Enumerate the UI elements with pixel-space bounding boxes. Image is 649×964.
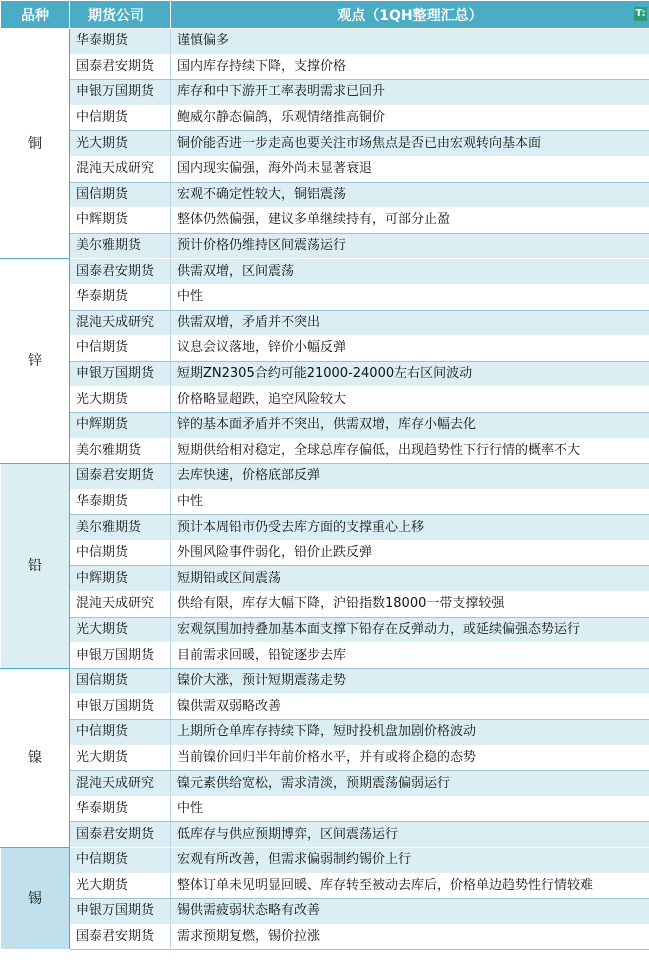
table-row (1, 617, 649, 643)
view-cell: 铜价能否进一步走高也要关注市场焦点是否已由宏观转向基本面 (171, 131, 649, 157)
table-body (1, 29, 649, 950)
table-row (1, 412, 649, 438)
company-cell: 混沌天成研究 (70, 592, 171, 618)
table-row (1, 182, 649, 208)
view-cell: 谨慎偏多 (171, 29, 649, 55)
company-cell: 中信期货 (70, 540, 171, 566)
view-cell: 宏观不确定性较大，铜铝震荡 (171, 182, 649, 208)
company-cell: 光大期货 (70, 617, 171, 643)
view-cell: 中性 (171, 284, 649, 310)
view-cell: 国内库存持续下降，支撑价格 (171, 54, 649, 80)
view-cell: 低库存与供应预期博弈，区间震荡运行 (171, 822, 649, 848)
company-cell: 光大期货 (70, 745, 171, 771)
view-cell: 短期ZN2305合约可能21000-24000左右区间波动 (171, 361, 649, 387)
view-cell: 锡供需疲弱状态略有改善 (171, 899, 649, 925)
table-row (1, 873, 649, 899)
table-row (1, 464, 649, 490)
company-cell: 华泰期货 (70, 796, 171, 822)
table-row (1, 156, 649, 182)
metal-cell: 铅 (1, 464, 70, 669)
header-view-label: 观点（1QH整理汇总） (337, 7, 483, 24)
company-cell: 混沌天成研究 (70, 156, 171, 182)
table-row (1, 438, 649, 464)
table-row (1, 489, 649, 515)
header-company: 期货公司 (70, 1, 171, 29)
table-row (1, 105, 649, 131)
table-row (1, 284, 649, 310)
view-cell: 国内现实偏强，海外尚未显著衰退 (171, 156, 649, 182)
table-row (1, 310, 649, 336)
table-row (1, 540, 649, 566)
table-row (1, 566, 649, 592)
table-row (1, 848, 649, 874)
view-cell: 镍价大涨，预计短期震荡走势 (171, 668, 649, 694)
table-row (1, 208, 649, 234)
company-cell: 国信期货 (70, 668, 171, 694)
table-row (1, 720, 649, 746)
company-cell: 混沌天成研究 (70, 771, 171, 797)
table-row (1, 771, 649, 797)
company-cell: 中信期货 (70, 720, 171, 746)
table-row (1, 796, 649, 822)
view-cell: 宏观氛围加持叠加基本面支撑下铅存在反弹动力，或延续偏强态势运行 (171, 617, 649, 643)
company-cell: 美尔雅期货 (70, 515, 171, 541)
table-row (1, 29, 649, 55)
company-cell: 申银万国期货 (70, 361, 171, 387)
view-cell: 需求预期复燃，锡价拉涨 (171, 924, 649, 950)
view-cell: 价格略显超跌，追空风险较大 (171, 387, 649, 413)
table-row (1, 694, 649, 720)
view-cell: 中性 (171, 489, 649, 515)
company-cell: 华泰期货 (70, 284, 171, 310)
view-cell: 预计价格仍维持区间震荡运行 (171, 233, 649, 259)
company-cell: 美尔雅期货 (70, 233, 171, 259)
view-cell: 宏观有所改善，但需求偏弱制约锡价上行 (171, 848, 649, 874)
company-cell: 光大期货 (70, 387, 171, 413)
company-cell: 国信期货 (70, 182, 171, 208)
company-cell: 国泰君安期货 (70, 464, 171, 490)
view-cell: 目前需求回暖，铅锭逐步去库 (171, 643, 649, 669)
metal-cell: 锡 (1, 848, 70, 950)
view-cell: 锌的基本面矛盾并不突出，供需双增，库存小幅去化 (171, 412, 649, 438)
company-cell: 华泰期货 (70, 29, 171, 55)
view-cell: 供给有限，库存大幅下降，沪铅指数18000一带支撑较强 (171, 592, 649, 618)
company-cell: 申银万国期货 (70, 643, 171, 669)
company-cell: 光大期货 (70, 873, 171, 899)
table-row (1, 54, 649, 80)
view-cell: 供需双增，矛盾并不突出 (171, 310, 649, 336)
table-row (1, 643, 649, 669)
table-row (1, 822, 649, 848)
table-row (1, 924, 649, 950)
company-cell: 中信期货 (70, 105, 171, 131)
company-cell: 中信期货 (70, 336, 171, 362)
view-cell: 去库快速，价格底部反弹 (171, 464, 649, 490)
metal-cell: 铜 (1, 29, 70, 259)
company-cell: 美尔雅期货 (70, 438, 171, 464)
table-row (1, 131, 649, 157)
view-cell: 短期供给相对稳定，全球总库存偏低，出现趋势性下行行情的概率不大 (171, 438, 649, 464)
table-row (1, 233, 649, 259)
view-cell: 鲍威尔静态偏鸽，乐观情绪推高铜价 (171, 105, 649, 131)
view-cell: 短期铅或区间震荡 (171, 566, 649, 592)
view-cell: 上期所仓单库存持续下降，短时投机盘加剧价格波动 (171, 720, 649, 746)
table-row (1, 592, 649, 618)
company-cell: 中辉期货 (70, 208, 171, 234)
view-cell: 镍供需双弱略改善 (171, 694, 649, 720)
view-cell: 库存和中下游开工率表明需求已回升 (171, 80, 649, 106)
company-cell: 华泰期货 (70, 489, 171, 515)
table-row (1, 361, 649, 387)
table-row (1, 80, 649, 106)
company-cell: 中信期货 (70, 848, 171, 874)
table-row (1, 745, 649, 771)
header-row (1, 1, 649, 29)
metal-cell: 锌 (1, 259, 70, 464)
view-cell: 预计本周铅市仍受去库方面的支撑重心上移 (171, 515, 649, 541)
table-row (1, 668, 649, 694)
table-row (1, 336, 649, 362)
view-cell: 供需双增，区间震荡 (171, 259, 649, 285)
table-row (1, 515, 649, 541)
view-cell: 中性 (171, 796, 649, 822)
metal-cell: 镍 (1, 668, 70, 847)
view-cell: 整体订单未见明显回暖、库存转至被动去库后，价格单边趋势性行情较难 (171, 873, 649, 899)
company-cell: 国泰君安期货 (70, 54, 171, 80)
company-cell: 光大期货 (70, 131, 171, 157)
company-cell: 国泰君安期货 (70, 924, 171, 950)
table-row (1, 387, 649, 413)
header-view (171, 1, 649, 29)
company-cell: 申银万国期货 (70, 899, 171, 925)
company-cell: 申银万国期货 (70, 694, 171, 720)
company-cell: 混沌天成研究 (70, 310, 171, 336)
view-cell: 镍元素供给宽松，需求清淡，预期震荡偏弱运行 (171, 771, 649, 797)
company-cell: 国泰君安期货 (70, 822, 171, 848)
view-cell: 外围风险事件弱化，铅价止跌反弹 (171, 540, 649, 566)
table-row (1, 899, 649, 925)
table-row (1, 259, 649, 285)
header-metal: 品种 (1, 1, 70, 29)
filter-badge[interactable]: T: (635, 8, 646, 19)
company-cell: 国泰君安期货 (70, 259, 171, 285)
view-cell: 议息会议落地，锌价小幅反弹 (171, 336, 649, 362)
company-cell: 中辉期货 (70, 412, 171, 438)
company-cell: 申银万国期货 (70, 80, 171, 106)
view-cell: 当前镍价回归半年前价格水平，并有或将企稳的态势 (171, 745, 649, 771)
view-cell: 整体仍然偏强，建议多单继续持有，可部分止盈 (171, 208, 649, 234)
company-cell: 中辉期货 (70, 566, 171, 592)
